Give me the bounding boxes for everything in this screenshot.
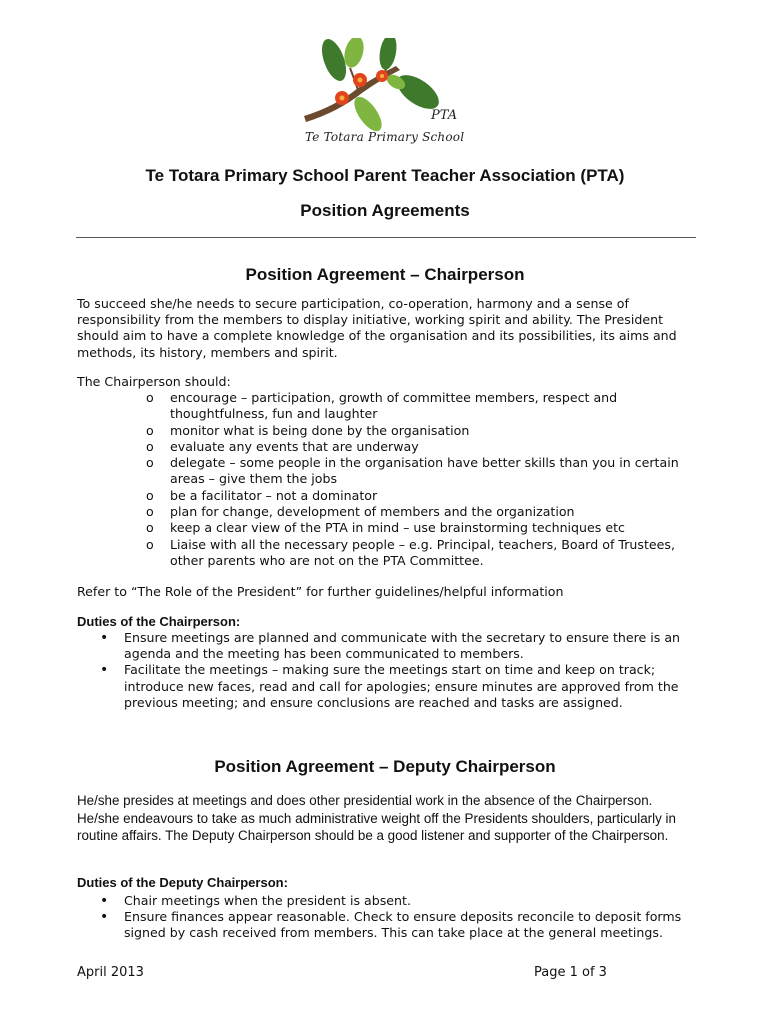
footer-date: April 2013 bbox=[77, 965, 144, 980]
list-item: • Facilitate the meetings – making sure the meetings start on time and keep on track; introduce new faces, read and call for apologies; ensure minutes are approved from the previous meeting; and ensure conclusions are reached and tasks are assigned. bbox=[98, 662, 688, 711]
logo-pta-text: PTA bbox=[431, 108, 458, 123]
deputy-intro-paragraph: He/she presides at meetings and does other presidential work in the absence of the Chairperson. He/she endeavours to take as much administrative weight off the Presidents shoulders, particularly in routine affairs. The Deputy Chairperson should be a good listener and supporter of the Chairperson. bbox=[77, 793, 676, 843]
list-item: o plan for change, development of members and the organization bbox=[146, 504, 686, 520]
list-item: • Ensure finances appear reasonable. Check to ensure deposits reconcile to deposit forms signed by cash received from members. This can take place at the general meetings. bbox=[98, 909, 688, 941]
deputy-duties-label: Duties of the Deputy Chairperson: bbox=[77, 875, 288, 890]
list-item: o delegate – some people in the organisation have better skills than you in certain areas – give them the jobs bbox=[146, 455, 686, 488]
logo-school-text: Te Totara Primary School bbox=[305, 130, 465, 144]
list-item: o be a facilitator – not a dominator bbox=[146, 488, 686, 504]
page-number: Page 1 of 3 bbox=[534, 965, 607, 980]
deputy-duties-list bbox=[98, 893, 688, 942]
chair-should-label: The Chairperson should: bbox=[77, 374, 231, 389]
deputy-section-title: Position Agreement – Deputy Chairperson bbox=[214, 757, 556, 776]
list-item: o Liaise with all the necessary people – e.g. Principal, teachers, Board of Trustees, other parents who are not on the PTA Committee. bbox=[146, 537, 686, 570]
list-item: o encourage – participation, growth of committee members, respect and thoughtfulness, fun and laughter bbox=[146, 390, 686, 423]
document-title: Te Totara Primary School Parent Teacher Association (PTA) bbox=[145, 166, 625, 185]
chair-duties-list bbox=[98, 630, 688, 711]
title-divider bbox=[76, 237, 696, 238]
leaf-icon-3 bbox=[377, 38, 399, 71]
document-subtitle: Position Agreements bbox=[300, 201, 470, 220]
list-item: o monitor what is being done by the organisation bbox=[146, 423, 686, 439]
chair-duties-label: Duties of the Chairperson: bbox=[77, 614, 241, 629]
list-item: • Ensure meetings are planned and communicate with the secretary to ensure there is an agenda and the meeting has been communicated to members. bbox=[98, 630, 688, 662]
chair-should-list bbox=[146, 390, 686, 569]
list-item: • Chair meetings when the president is absent. bbox=[98, 893, 688, 909]
chair-refer-note: Refer to “The Role of the President” for further guidelines/helpful information bbox=[77, 584, 564, 599]
list-item: o evaluate any events that are underway bbox=[146, 439, 686, 455]
chair-section-title: Position Agreement – Chairperson bbox=[245, 265, 525, 284]
list-item: o keep a clear view of the PTA in mind – use brainstorming techniques etc bbox=[146, 520, 686, 536]
chair-intro-paragraph: To succeed she/he needs to secure participation, co-operation, harmony and a sense of responsibility from the members to display initiative, working spirit and ability. The President should aim to have a complete knowledge of the organisation and its possibilities, its aims and methods, its history, members and spirit. bbox=[77, 296, 677, 360]
